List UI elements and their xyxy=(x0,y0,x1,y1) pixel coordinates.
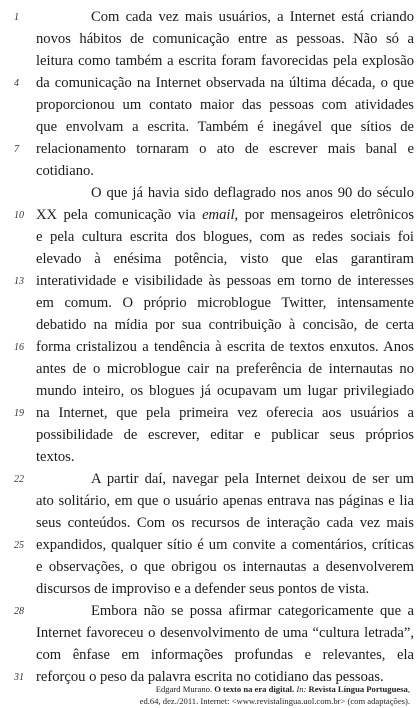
line-number: 1 xyxy=(14,12,19,23)
text-segment: e xyxy=(36,229,43,245)
text-line: possibilidade de escrever, editar e publicar seus próprios xyxy=(36,427,414,443)
text-line-email xyxy=(36,204,414,226)
source-title: O texto na era digital. xyxy=(214,684,295,694)
text-line: debatido na mídia por sua contribuição à concisão, de certa xyxy=(36,317,414,333)
text-line: Embora não se possa afirmar categoricamente que a xyxy=(91,603,414,619)
text-line: Com cada vez mais usuários, a Internet está criando xyxy=(91,9,414,25)
text-line: ato solitário, em que o usuário apenas entrava nas páginas e lia xyxy=(36,493,414,509)
text-line: interatividade e visibilidade às pessoas em torno de interesses xyxy=(36,273,414,289)
line-number: 19 xyxy=(14,408,24,419)
text-line: reforçou o peso da palavra escrita no cotidiano das pessoas. xyxy=(36,669,384,685)
text-line: relacionamento tornaram o ato de escrever mais banal e xyxy=(36,141,414,157)
text-line: O que já havia sido deflagrado nos anos 90 do século xyxy=(91,185,414,201)
line-number: 28 xyxy=(14,606,24,617)
source-journal: Revista Língua Portuguesa xyxy=(308,684,408,694)
text-line: proporcionou um contato maior das pessoas com atividades xyxy=(36,97,414,113)
text-segment: pela cultura escrita dos blogues, com as redes sociais foi xyxy=(50,229,414,245)
source-citation-line2: ed.64, dez./2011. Internet: <www.revistalingua.uol.com.br> (com adaptações). xyxy=(139,696,410,706)
email-word: email xyxy=(202,207,235,223)
text-line: forma cristalizou a tendência à escrita de textos enxutos. Anos xyxy=(36,339,414,355)
text-line: leitura como também a escrita foram favorecidas pela explosão xyxy=(36,53,414,69)
text-line: elevado à enésima potência, visto que elas garantiram xyxy=(36,251,414,267)
line-number: 7 xyxy=(14,144,19,155)
text-line: expandidos, qualquer sítio é um convite a comentários, críticas xyxy=(36,537,414,553)
text-line: antes de o microblogue cair na preferência de internautas no xyxy=(36,361,414,377)
text-line: discursos de improviso e a defender seus pontos de vista. xyxy=(36,581,370,597)
text-line: na Internet, que pela primeira vez oferecia aos usuários a xyxy=(36,405,414,421)
text-line: mundo inteiro, os blogues já ocupavam um lugar privilegiado xyxy=(36,383,414,399)
line-number: 10 xyxy=(14,210,24,221)
text-segment: , por mensageiros eletrônicos xyxy=(234,207,414,223)
line-number: 13 xyxy=(14,276,24,287)
text-line: Internet favoreceu o desenvolvimento de uma “cultura letrada”, xyxy=(36,625,414,641)
text-line: novos hábitos de comunicação entre as pessoas. Não só a xyxy=(36,31,414,47)
text-line: com ênfase em informações profundas e relevantes, ela xyxy=(36,647,414,663)
text-line: textos. xyxy=(36,449,75,465)
text-segment: XX pela comunicação via xyxy=(36,207,196,223)
source-in-label: In: xyxy=(296,684,307,694)
text-line: em comum. O próprio microblogue Twitter, intensamente xyxy=(36,295,414,311)
source-citation-line1: Edgard Murano. O texto na era digital. In: Revista Língua Portuguesa, xyxy=(155,684,410,694)
line-number: 16 xyxy=(14,342,24,353)
text-line: seus conteúdos. Com os recursos de interação cada vez mais xyxy=(36,515,414,531)
text-line: A partir daí, navegar pela Internet deixou de ser um xyxy=(91,471,414,487)
text-line: da comunicação na Internet observada na última década, o que xyxy=(36,75,414,91)
source-author: Edgard Murano. xyxy=(155,684,213,694)
line-number: 25 xyxy=(14,540,24,551)
text-line xyxy=(36,226,414,248)
text-line: cotidiano. xyxy=(36,163,94,179)
line-number: 22 xyxy=(14,474,24,485)
text-line: e observações, o que obrigou os internautas a desenvolverem xyxy=(36,559,414,575)
text-line: que envolvam a escrita. Também é inegável que sítios de xyxy=(36,119,414,135)
line-number: 4 xyxy=(14,78,19,89)
line-number: 31 xyxy=(14,672,24,683)
